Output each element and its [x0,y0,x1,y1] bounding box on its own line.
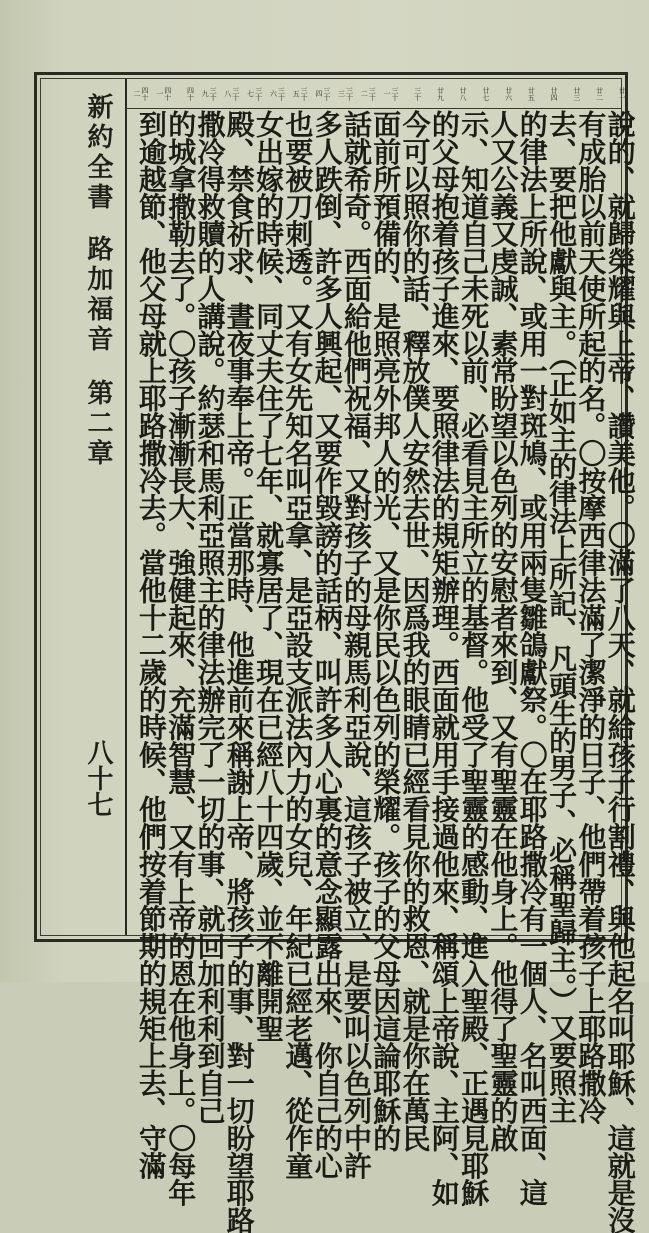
text-column: 到逾越節、他父母就上耶路撒冷去。當他十二歲的時候、他們按着節期的規矩上去、守滿 [134,110,168,1179]
verse-marker: 三十 九 [201,86,218,101]
page-frame [34,72,637,1233]
text-column: 面前所預備的、是照亮外邦人的光、又是你民以色列的榮耀。孩子的父母因這論耶穌的 [369,110,403,1152]
running-header-band [41,79,127,935]
verse-marker: 三十 [413,86,422,101]
text-column: 撒冷得救贖的人講說。約瑟和馬利亞照主的律法辦完了一切的事、就回加利利到自己 [193,110,227,1124]
verse-marker: 廿七 [481,86,490,101]
verse-marker: 廿四 [550,86,559,101]
verse-marker: 廿三 [572,86,581,101]
verse-marker: 三十 七 [246,86,263,101]
text-column: 多人跌倒、許多人興起、又要作毀謗的話柄、叫許多人心裏的意念顯露出來、你自己的心 [310,110,344,1179]
text-column: 話就希奇。西面給他們祝福、又對孩子的母親馬利亞說、這孩子被立、是要叫以色列中許 [340,110,373,1179]
verse-marker: 三十 八 [223,86,240,101]
verse-marker: 三十 三 [337,86,354,101]
text-column: 的父母抱着孩子進來、要照律法的規矩辦理。西面就用手接過他來、稱頌上帝說、主阿、如 [427,110,461,1207]
text-column: 說的、就歸榮耀與上帝、讚美他。〇滿了八天、就給孩子行割禮、與他起名叫耶穌、這就是沒 [603,110,637,1233]
verse-marker: 三十 一 [383,86,399,101]
verse-marker: 四十 二 [133,86,149,101]
page-frame-inner [40,78,637,1233]
text-column: 的城拿撒勒去了。〇孩子漸漸長大、強健起來、充滿智慧、又有上帝的恩在他身上。〇每年 [164,110,198,1207]
text-column: 人又公義又虔誠、素常盼望以色列的安慰者來到、又有聖靈在他身上。他得了聖靈的啟 [486,110,520,1152]
verse-marker: 廿一 [618,86,627,101]
page-number: 八十七 [83,739,113,817]
text-column: 也要被刀刺透。又有女先知名叫亞拿、是亞設支派法內力的女兒、年紀已經老邁、從作童 [281,110,315,1179]
text-column: 女出嫁的時候、同丈夫住了七年、就寡居了、現在已經八十四歲、並不離開聖 [252,110,286,1042]
text-column: 今可以照你的話、釋放僕人安然去世、因爲我的眼睛已經看見你的救恩、就是你在萬民 [398,110,432,1152]
verse-marker: 四十 一 [155,86,172,101]
verse-marker: 廿二 [595,86,604,101]
book-collection-title: 新約全書 [83,93,113,213]
book-name: 路加福音 [83,235,113,355]
verse-marker: 廿六 [504,86,513,101]
text-column: 示、知道自己未死以前、必看見主所立的基督。他受了聖靈的感動、進入聖殿、正遇見耶穌 [457,110,491,1207]
text-column: 殿、禁食祈求、晝夜事奉上帝。正當那時、他進前來稱謝上帝、將孩子的事、對一切盼望耶路 [222,110,256,1233]
verse-marker: 廿五 [527,86,536,101]
verse-number-band [127,79,627,109]
verse-marker: 三十 六 [269,86,286,101]
verse-marker: 三十 五 [292,86,309,101]
verse-marker: 廿八 [459,86,468,101]
text-column: 有成胎以前天使所起的名。〇按摩西律法滿了潔淨的日子、他們帶着孩子上耶路撒冷 [574,110,608,1124]
verse-marker: 廿九 [436,86,445,101]
body-text [129,110,637,1233]
text-column: 的律法上所說、或用一對斑鳩、或用兩隻雛鴿獻祭。〇在耶路撒冷有一個人、名叫西面、這 [515,110,549,1207]
verse-marker: 三十 四 [314,86,331,101]
verse-marker: 三十 二 [360,86,377,101]
verse-marker: 四十 [186,86,195,101]
text-column: 去、要把他獻與主。（正如主的律法上所記、凡頭生的男子、必稱聖歸主。）又要照主 [545,110,579,1124]
chapter-label: 第二章 [83,379,113,469]
